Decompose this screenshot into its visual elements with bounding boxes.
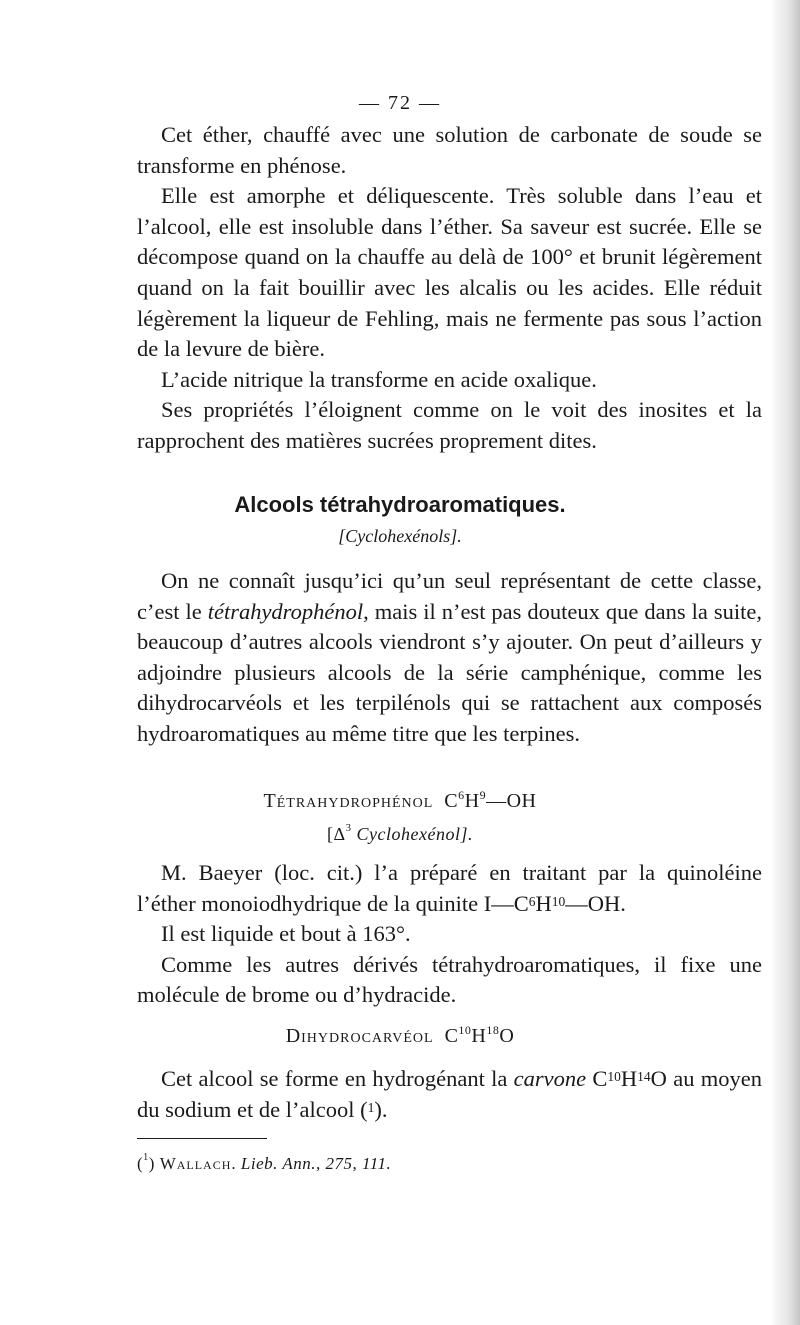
page-number: — 72 — (359, 92, 441, 114)
page-edge-shadow (770, 0, 800, 1325)
paragraph: Comme les autres dérivés tétrahydroaromatiques, il fixe une molécule de brome ou d’hydracide. (137, 951, 762, 1008)
compound-name: Tétrahydrophénol (263, 790, 434, 812)
paragraph: Ses propriétés l’éloignent comme on le voit des inosites et la rapprochent des matières sucrées proprement dites. (137, 397, 762, 453)
footnote-journal: Lieb. Ann. (240, 1154, 316, 1173)
text-run: On ne connaît jusqu’ici qu’un seul représentant de cette classe, c’est le (137, 568, 762, 624)
text-block-baeyer (137, 858, 762, 1011)
compound-formula: $C^{10}H^{18}O$ (444, 1023, 515, 1047)
compound-subheading: [$\Delta^3$ Cyclohexénol]. (327, 822, 473, 844)
paragraph: Cet éther, chauffé avec une solution de carbonate de soude se transforme en phénose. (137, 122, 762, 178)
paragraph (137, 566, 762, 750)
compound-formula: $C^6H^9—OH$ (444, 788, 537, 812)
section-subtitle: [Cyclohexénols]. (338, 526, 462, 546)
footnote-divider (137, 1138, 267, 1139)
paragraph: L’acide nitrique la transforme en acide oxalique. (161, 366, 597, 392)
text-block-carvone (137, 1064, 762, 1125)
paragraph: Cet alcool se forme en hydrogénant la carvone $C^{10}H^{14}O$ au moyen du sodium et de l’alcool ($^1$). (137, 1066, 762, 1122)
text-run: , mais il n’est pas douteux que dans la suite, beaucoup d’autres alcools viendront s’y ajouter. On peut d’ailleurs y adjoindre plusieurs alcools de la série camphénique, comme les dihydrocarvéols et les terpilénols qui se rattachent aux composés hydroaromatiques au même titre que les terpines. (137, 598, 762, 746)
compound-heading-dihydrocarveol (0, 1025, 800, 1048)
text-block-intro (137, 566, 762, 750)
text-block-phenose (137, 120, 762, 457)
section-title: Alcools tétrahydroaromatiques. (234, 492, 566, 517)
paragraph: M. Baeyer (loc. cit.) l’a préparé en traitant par la quinoléine l’éther monoiodhydrique de la quinite $I—C^6H^{10}—OH$. (137, 860, 762, 916)
compound-heading-tetrahydrophenol (0, 790, 800, 813)
footnote-author: Wallach (159, 1154, 232, 1173)
paragraph: Il est liquide et bout à 163°. (161, 921, 411, 947)
compound-name: Dihydrocarvéol (285, 1025, 434, 1047)
paragraph: Elle est amorphe et déliquescente. Très soluble dans l’eau et l’alcool, elle est insoluble dans l’éther. Sa saveur est sucrée. Elle se décompose quand on la chauffe au delà de 100° et brunit légèrement quand on la fait bouillir avec les alcalis ou les acides. Elle réduit légèrement la liqueur de Fehling, mais ne fermente pas sous l’action de la levure de bière. (137, 183, 762, 362)
footnote: ($^1$) Wallach. Lieb. Ann., 275, 111. (137, 1152, 392, 1173)
emphasis: tétrahydrophénol (207, 598, 364, 624)
